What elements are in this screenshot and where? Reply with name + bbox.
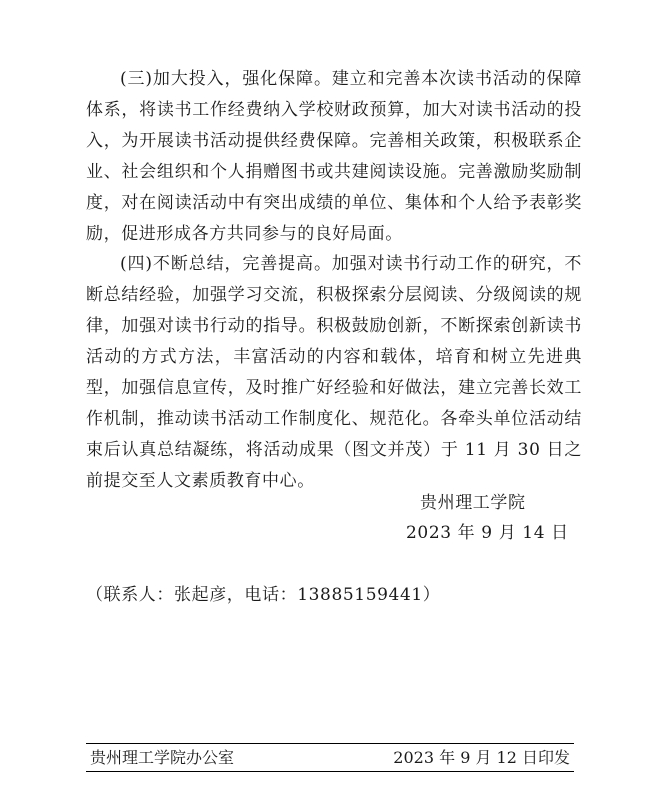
paragraph-summarize-improve: (四)不断总结，完善提高。加强对读书行动工作的研究，不断总结经验，加强学习交流，积极探索分层阅读、分级阅读的规律，加强对读书行动的指导。积极鼓励创新，不断探索创新读书活动的方式方法，丰富活动的内容和载体，培育和树立先进典型，加强信息宣传，及时推广好经验和好做法，建立完善长效工作机制，推动读书活动工作制度化、规范化。各牵头单位活动结束后认真总结凝练，将活动成果（图文并茂）于 11 月 30 日之前提交至人文素质教育中心。 bbox=[86, 254, 582, 491]
signature-date: 2023 年 9 月 14 日 bbox=[406, 523, 569, 543]
footer-bottom-rule bbox=[86, 771, 574, 772]
signature-organization: 贵州理工学院 bbox=[420, 493, 526, 513]
footer-issue-date: 2023 年 9 月 12 日印发 bbox=[393, 748, 570, 767]
paragraph-increase-investment: (三)加大投入，强化保障。建立和完善本次读书活动的保障体系，将读书工作经费纳入学校财政预算，加大对读书活动的投入，为开展读书活动提供经费保障。完善相关政策，积极联系企业、社会组织和个人捐赠图书或共建阅读设施。完善激励奖励制度，对在阅读活动中有突出成绩的单位、集体和个人给予表彰奖励，促进形成各方共同参与的良好局面。 bbox=[86, 69, 582, 244]
contact-line: （联系人：张起彦，电话：13885159441） bbox=[86, 585, 441, 605]
footer-top-rule bbox=[86, 743, 574, 744]
footer-issuer: 贵州理工学院办公室 bbox=[90, 748, 235, 767]
